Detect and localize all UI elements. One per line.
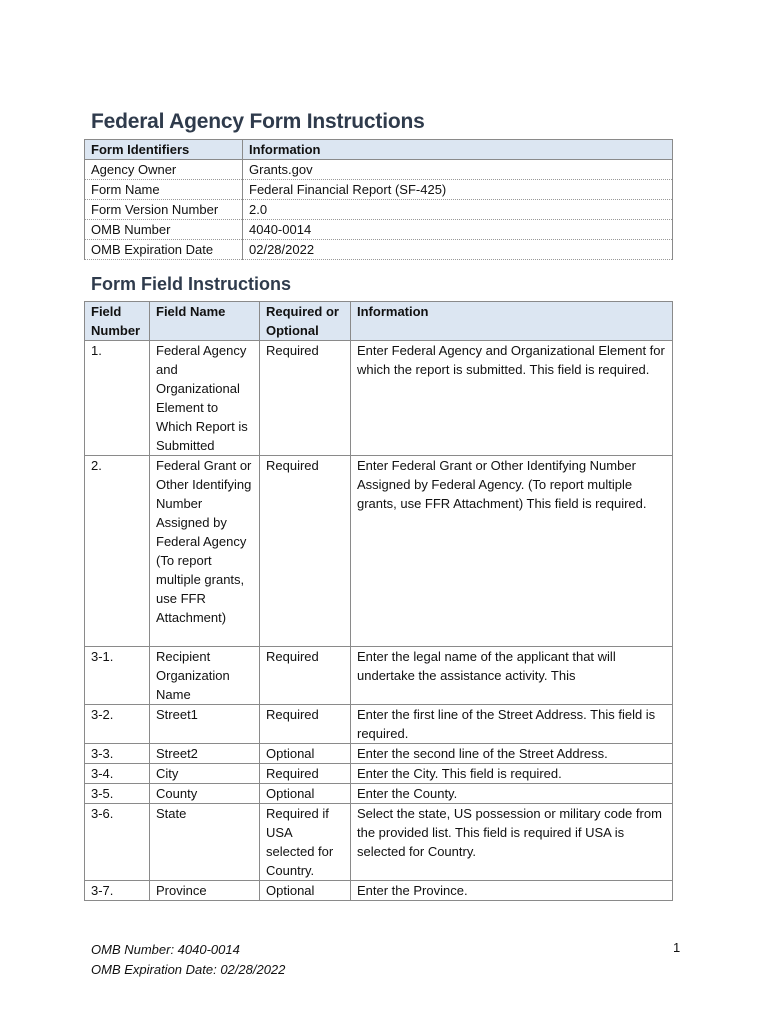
table-row	[85, 804, 673, 881]
identifier-value: 4040-0014	[243, 220, 673, 240]
footer-omb-number: OMB Number: 4040-0014	[91, 942, 240, 957]
field-information: Enter the first line of the Street Address. This field is required.	[351, 705, 673, 744]
field-number: 2.	[85, 456, 150, 647]
field-requirement: Optional	[260, 881, 351, 901]
field-name: Recipient Organization Name	[150, 647, 260, 705]
column-header: Form Identifiers	[85, 140, 243, 160]
table-row	[85, 456, 673, 647]
table-row	[85, 160, 673, 180]
identifier-value: Federal Financial Report (SF-425)	[243, 180, 673, 200]
field-requirement: Optional	[260, 744, 351, 764]
table-row	[85, 240, 673, 260]
page-footer	[91, 940, 285, 980]
table-row	[85, 180, 673, 200]
field-name: County	[150, 784, 260, 804]
field-number: 1.	[85, 341, 150, 456]
table-header-row	[85, 302, 673, 341]
identifier-label: Agency Owner	[85, 160, 243, 180]
field-requirement: Required	[260, 764, 351, 784]
field-name: Street1	[150, 705, 260, 744]
form-field-instructions-table	[84, 301, 673, 901]
column-header-required: Required or Optional	[260, 302, 351, 341]
field-name: City	[150, 764, 260, 784]
section-title: Form Field Instructions	[91, 274, 292, 294]
form-identifiers-table	[84, 139, 673, 260]
table-row	[85, 341, 673, 456]
identifier-value: 02/28/2022	[243, 240, 673, 260]
field-requirement: Required	[260, 456, 351, 647]
field-information: Enter Federal Agency and Organizational Element for which the report is submitted. This field is required.	[351, 341, 673, 456]
identifier-value: Grants.gov	[243, 160, 673, 180]
identifier-label: Form Name	[85, 180, 243, 200]
field-number: 3-2.	[85, 705, 150, 744]
page-number: 1	[673, 940, 681, 955]
column-header-information: Information	[351, 302, 673, 341]
table-row	[85, 764, 673, 784]
table-row	[85, 220, 673, 240]
identifier-value: 2.0	[243, 200, 673, 220]
table-header-row	[85, 140, 673, 160]
column-header: Information	[243, 140, 673, 160]
table-row	[85, 705, 673, 744]
field-name: State	[150, 804, 260, 881]
field-name: Street2	[150, 744, 260, 764]
column-header-field-name: Field Name	[150, 302, 260, 341]
field-information: Enter Federal Grant or Other Identifying Number Assigned by Federal Agency. (To report multiple grants, use FFR Attachment) This field is required.	[351, 456, 673, 647]
field-information: Enter the Province.	[351, 881, 673, 901]
identifier-label: OMB Expiration Date	[85, 240, 243, 260]
table-row	[85, 744, 673, 764]
field-name: Province	[150, 881, 260, 901]
field-number: 3-7.	[85, 881, 150, 901]
field-number: 3-6.	[85, 804, 150, 881]
table-row	[85, 881, 673, 901]
field-number: 3-4.	[85, 764, 150, 784]
table-row	[85, 784, 673, 804]
field-requirement: Required	[260, 647, 351, 705]
table-row	[85, 200, 673, 220]
footer-omb-expiration: OMB Expiration Date: 02/28/2022	[91, 962, 286, 977]
column-header-field-number: Field Number	[85, 302, 150, 341]
identifier-label: Form Version Number	[85, 200, 243, 220]
identifier-label: OMB Number	[85, 220, 243, 240]
field-information: Select the state, US possession or military code from the provided list. This field is required if USA is selected for Country.	[351, 804, 673, 881]
field-information: Enter the County.	[351, 784, 673, 804]
field-requirement: Optional	[260, 784, 351, 804]
field-information: Enter the City. This field is required.	[351, 764, 673, 784]
field-number: 3-3.	[85, 744, 150, 764]
field-requirement: Required	[260, 705, 351, 744]
field-information: Enter the second line of the Street Address.	[351, 744, 673, 764]
field-requirement: Required if USA selected for Country.	[260, 804, 351, 881]
field-name: Federal Agency and Organizational Element to Which Report is Submitted	[150, 341, 260, 456]
field-number: 3-5.	[85, 784, 150, 804]
field-name: Federal Grant or Other Identifying Number Assigned by Federal Agency (To report multiple grants, use FFR Attachment)	[150, 456, 260, 647]
field-requirement: Required	[260, 341, 351, 456]
field-information: Enter the legal name of the applicant that will undertake the assistance activity. This	[351, 647, 673, 705]
table-row	[85, 647, 673, 705]
field-number: 3-1.	[85, 647, 150, 705]
document-title: Federal Agency Form Instructions	[91, 110, 425, 133]
